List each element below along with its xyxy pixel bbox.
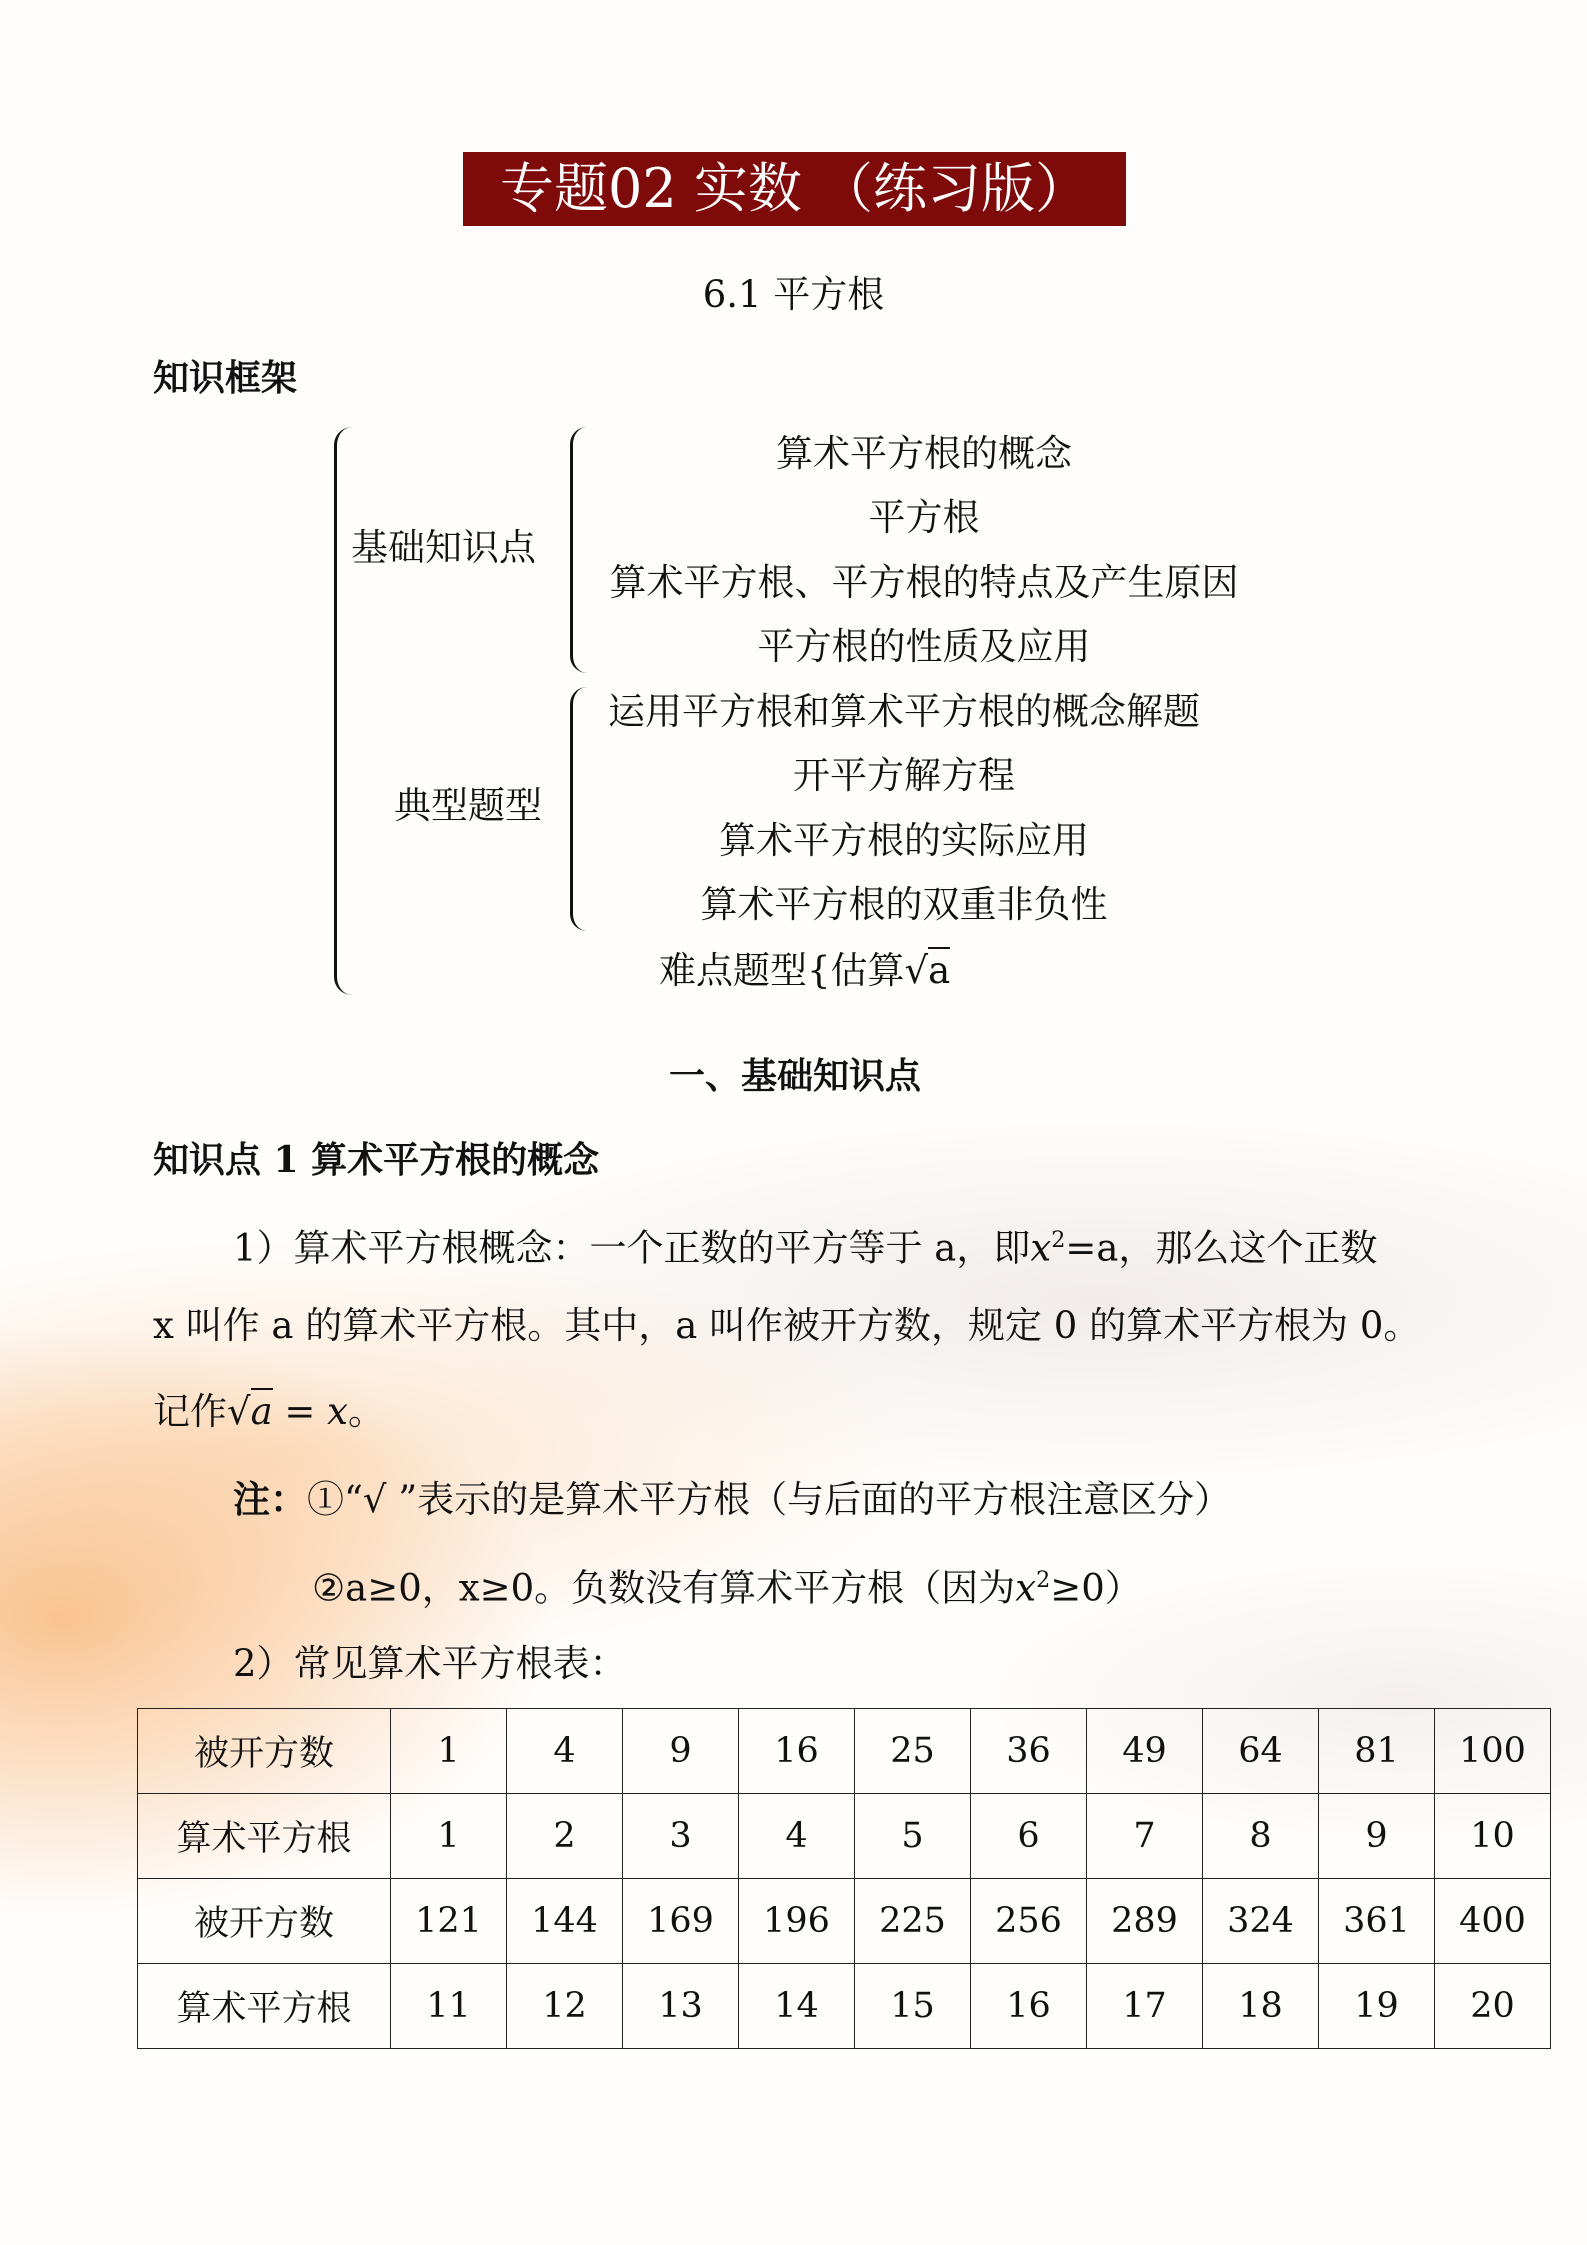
text: 1）算术平方根概念：一个正数的平方等于 a，即	[233, 1226, 1031, 1270]
table-cell: 18	[1203, 1964, 1319, 2049]
framework-item: 算术平方根的概念	[776, 432, 1072, 475]
framework-item: 算术平方根的实际应用	[719, 819, 1089, 862]
table-cell: 100	[1435, 1709, 1551, 1794]
table-cell: 16	[971, 1964, 1087, 2049]
formula: = x	[272, 1390, 349, 1433]
text: =a，那么这个正数	[1065, 1226, 1378, 1270]
note-line	[233, 1477, 1231, 1522]
table-cell: 400	[1435, 1879, 1551, 1964]
table-cell: 16	[739, 1709, 855, 1794]
table-cell: 121	[391, 1879, 507, 1964]
var: x	[1015, 1566, 1037, 1610]
table-cell: 3	[623, 1794, 739, 1879]
table-cell: 12	[507, 1964, 623, 2049]
document-title: 专题02 实数 （练习版）	[463, 152, 1126, 226]
table-cell: 64	[1203, 1709, 1319, 1794]
framework-item: 平方根	[868, 496, 980, 539]
table-cell: 1	[391, 1794, 507, 1879]
sqrt-icon: √	[904, 949, 929, 992]
table-cell: 9	[623, 1709, 739, 1794]
radicand: a	[250, 1390, 273, 1433]
table-cell: 15	[855, 1964, 971, 2049]
row-header: 被开方数	[138, 1709, 391, 1794]
row-header: 算术平方根	[138, 1964, 391, 2049]
section-subtitle: 6.1 平方根	[702, 273, 885, 316]
table-intro: 2）常见算术平方根表：	[233, 1642, 627, 1685]
row-header: 算术平方根	[138, 1794, 391, 1879]
framework-item: 算术平方根的双重非负性	[700, 883, 1108, 926]
outer-brace	[334, 427, 353, 995]
table-row	[138, 1964, 1551, 2049]
text: ②a≥0，x≥0。负数没有算术平方根（因为	[312, 1566, 1016, 1610]
table-cell: 10	[1435, 1794, 1551, 1879]
paragraph-line: x 叫作 a 的算术平方根。其中，a 叫作被开方数，规定 0 的算术平方根为 0。	[153, 1304, 1421, 1347]
table-cell: 169	[623, 1879, 739, 1964]
group-label-basics: 基础知识点	[351, 526, 536, 569]
table-cell: 225	[855, 1879, 971, 1964]
table-cell: 289	[1087, 1879, 1203, 1964]
group-label-typical: 典型题型	[394, 784, 542, 827]
note-label: 注：	[233, 1477, 307, 1521]
brace-basics	[570, 427, 587, 673]
sqrt-table	[137, 1708, 1551, 2049]
exponent: 2	[1036, 1567, 1051, 1593]
hard-radicand: a	[928, 949, 951, 992]
hard-item: 估算	[830, 949, 905, 992]
framework-item: 平方根的性质及应用	[757, 625, 1091, 668]
table-cell: 11	[391, 1964, 507, 2049]
text: ①“√ ”表示的是算术平方根（与后面的平方根注意区分）	[307, 1478, 1232, 1521]
paragraph-line	[233, 1218, 1377, 1270]
note-line	[312, 1558, 1142, 1610]
table-cell: 2	[507, 1794, 623, 1879]
framework-item: 运用平方根和算术平方根的概念解题	[608, 690, 1200, 733]
exponent: 2	[1051, 1227, 1066, 1253]
table-cell: 7	[1087, 1794, 1203, 1879]
section-heading: 一、基础知识点	[668, 1055, 922, 1097]
table-cell: 20	[1435, 1964, 1551, 2049]
brace-hard: {	[807, 949, 831, 992]
table-cell: 19	[1319, 1964, 1435, 2049]
framework-heading: 知识框架	[153, 357, 298, 399]
table-cell: 8	[1203, 1794, 1319, 1879]
table-cell: 17	[1087, 1964, 1203, 2049]
table-cell: 9	[1319, 1794, 1435, 1879]
brace-typical	[570, 687, 587, 931]
framework-item: 算术平方根、平方根的特点及产生原因	[609, 561, 1239, 604]
text: 。	[348, 1390, 386, 1433]
table-cell: 256	[971, 1879, 1087, 1964]
table-cell: 25	[855, 1709, 971, 1794]
table-cell: 49	[1087, 1709, 1203, 1794]
var: x	[1030, 1226, 1052, 1270]
table-cell: 81	[1319, 1709, 1435, 1794]
point-heading: 知识点 1 算术平方根的概念	[153, 1139, 600, 1181]
table-cell: 144	[507, 1879, 623, 1964]
table-row	[138, 1794, 1551, 1879]
paragraph-line	[153, 1390, 385, 1434]
hard-label: 难点题型	[659, 949, 807, 992]
table-cell: 4	[507, 1709, 623, 1794]
table-row	[138, 1709, 1551, 1794]
table-cell: 13	[623, 1964, 739, 2049]
table-cell: 361	[1319, 1879, 1435, 1964]
table-cell: 6	[971, 1794, 1087, 1879]
table-cell: 196	[739, 1879, 855, 1964]
framework-item: 开平方解方程	[793, 754, 1015, 797]
table-row	[138, 1879, 1551, 1964]
table-cell: 36	[971, 1709, 1087, 1794]
group-label-hard	[659, 949, 950, 993]
row-header: 被开方数	[138, 1879, 391, 1964]
table-cell: 324	[1203, 1879, 1319, 1964]
table-cell: 14	[739, 1964, 855, 2049]
table-cell: 4	[739, 1794, 855, 1879]
sqrt-icon: √	[227, 1390, 251, 1433]
text: ≥0）	[1050, 1566, 1142, 1610]
text: 记作	[153, 1390, 227, 1433]
table-cell: 5	[855, 1794, 971, 1879]
table-cell: 1	[391, 1709, 507, 1794]
